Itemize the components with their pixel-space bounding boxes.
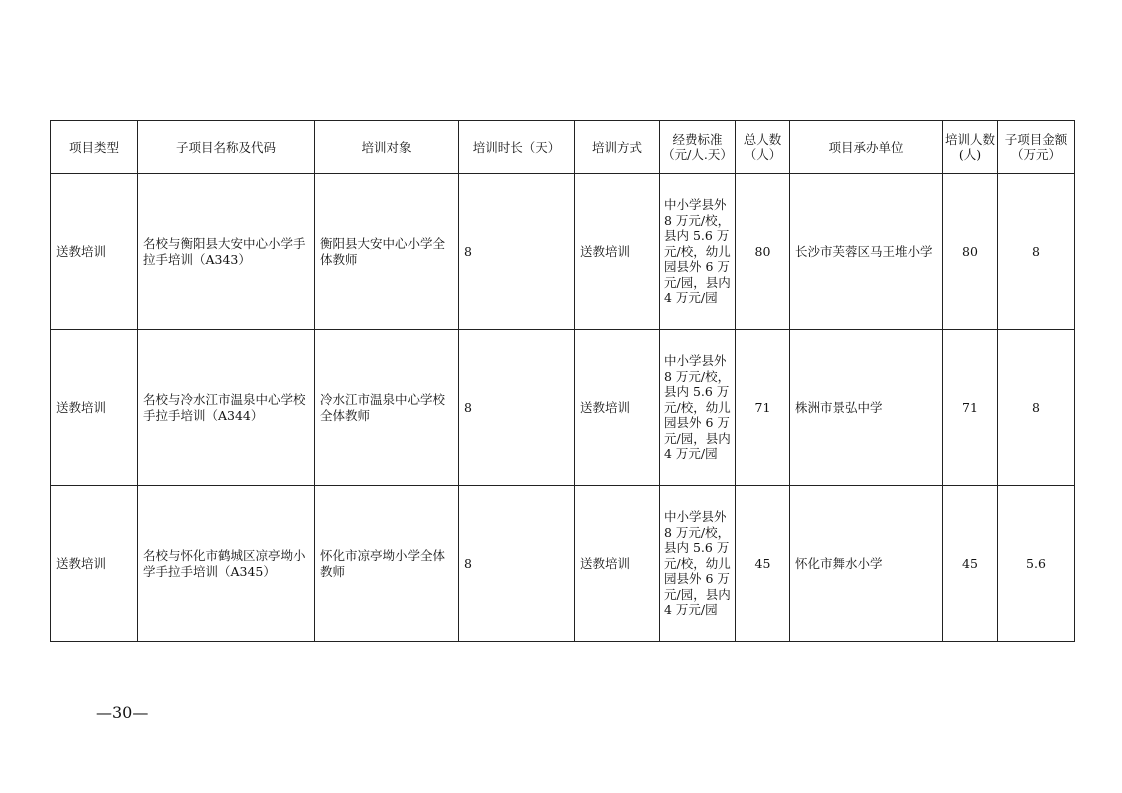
cell-subproject-name: 名校与冷水江市温泉中心学校手拉手培训（A344） — [138, 330, 315, 486]
cell-training-method: 送教培训 — [575, 330, 660, 486]
cell-project-type: 送教培训 — [51, 330, 138, 486]
cell-total-people: 71 — [736, 330, 790, 486]
cell-training-days: 8 — [459, 174, 575, 330]
cell-host-unit: 长沙市芙蓉区马王堆小学 — [790, 174, 943, 330]
table-header — [51, 121, 1075, 174]
header-row — [51, 121, 1075, 174]
table-row — [51, 174, 1075, 330]
cell-subproject-amount: 5.6 — [998, 486, 1075, 642]
table-row — [51, 330, 1075, 486]
cell-fee-standard: 中小学县外 8 万元/校，县内 5.6 万元/校，幼儿园县外 6 万元/园，县内 4 万元/园 — [660, 174, 736, 330]
cell-training-method: 送教培训 — [575, 174, 660, 330]
cell-subproject-name: 名校与怀化市鹤城区凉亭坳小学手拉手培训（A345） — [138, 486, 315, 642]
cell-trainees: 80 — [943, 174, 998, 330]
header-total-people: 总人数（人） — [736, 121, 790, 174]
cell-project-type: 送教培训 — [51, 486, 138, 642]
header-host-unit: 项目承办单位 — [790, 121, 943, 174]
header-trainees: 培训人数(人) — [943, 121, 998, 174]
cell-subproject-name: 名校与衡阳县大安中心小学手拉手培训（A343） — [138, 174, 315, 330]
header-project-type: 项目类型 — [51, 121, 138, 174]
page-number: —30— — [96, 703, 149, 722]
table-body — [51, 174, 1075, 642]
cell-subproject-amount: 8 — [998, 330, 1075, 486]
header-subproject-amount: 子项目金额（万元） — [998, 121, 1075, 174]
cell-host-unit: 株洲市景弘中学 — [790, 330, 943, 486]
cell-trainees: 71 — [943, 330, 998, 486]
project-table — [50, 120, 1075, 642]
cell-training-target: 衡阳县大安中心小学全体教师 — [315, 174, 459, 330]
cell-project-type: 送教培训 — [51, 174, 138, 330]
cell-fee-standard: 中小学县外 8 万元/校，县内 5.6 万元/校，幼儿园县外 6 万元/园，县内 4 万元/园 — [660, 486, 736, 642]
header-fee-standard: 经费标准（元/人.天） — [660, 121, 736, 174]
cell-training-target: 怀化市凉亭坳小学全体教师 — [315, 486, 459, 642]
cell-total-people: 45 — [736, 486, 790, 642]
cell-training-target: 冷水江市温泉中心学校全体教师 — [315, 330, 459, 486]
cell-training-method: 送教培训 — [575, 486, 660, 642]
header-training-method: 培训方式 — [575, 121, 660, 174]
header-training-target: 培训对象 — [315, 121, 459, 174]
cell-subproject-amount: 8 — [998, 174, 1075, 330]
cell-host-unit: 怀化市舞水小学 — [790, 486, 943, 642]
cell-training-days: 8 — [459, 330, 575, 486]
cell-trainees: 45 — [943, 486, 998, 642]
cell-total-people: 80 — [736, 174, 790, 330]
cell-training-days: 8 — [459, 486, 575, 642]
table-row — [51, 486, 1075, 642]
header-training-days: 培训时长（天） — [459, 121, 575, 174]
header-subproject-name: 子项目名称及代码 — [138, 121, 315, 174]
cell-fee-standard: 中小学县外 8 万元/校，县内 5.6 万元/校，幼儿园县外 6 万元/园，县内 4 万元/园 — [660, 330, 736, 486]
